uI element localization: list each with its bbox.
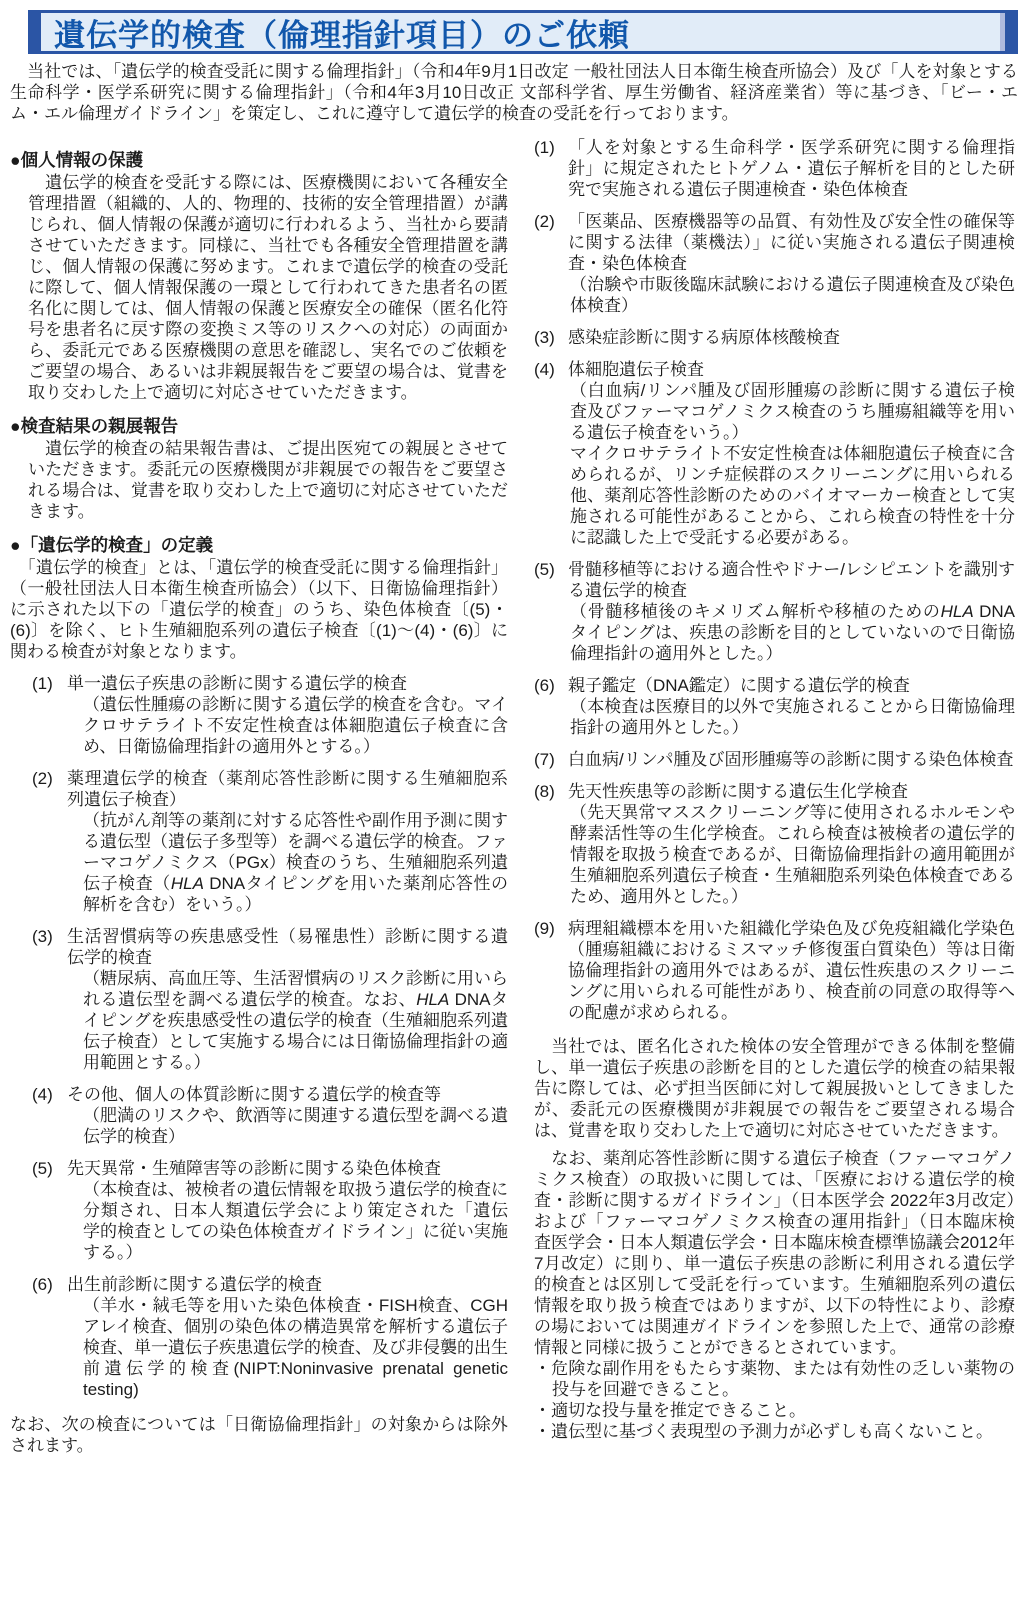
item-title: その他、個人の体質診断に関する遺伝学的検査等 <box>67 1085 441 1104</box>
list-item <box>10 1084 508 1147</box>
list-item <box>10 673 508 757</box>
item-title: 親子鑑定（DNA鑑定）に関する遺伝学的検査 <box>568 676 910 695</box>
list-item <box>534 559 1015 664</box>
item-number: (2) <box>534 212 555 231</box>
list-item <box>534 327 1015 348</box>
section-body-definition: 「遺伝学的検査」とは、「遺伝学的検査受託に関する倫理指針」（一般社団法人日本衛生検査所協会）（以下、日衛協倫理指針）に示された以下の「遺伝学的検査」のうち、染色体検査〔(5)・(6)〕を除く、ヒト生殖細胞系列の遺伝子検査〔(1)～(4)・(6)〕に関わる検査が対象となります。 <box>10 558 508 661</box>
item-number: (4) <box>534 360 555 379</box>
item-title: 病理組織標本を用いた組織化学染色及び免疫組織化学染色（腫瘍組織におけるミスマッチ修復蛋白質染色）等は日衛協倫理指針の適用外ではあるが、遺伝性疾患のスクリーニングに用いられる可能性があり、検査前の同意の取得等への配慮が求められる。 <box>568 919 1015 1022</box>
list-item <box>534 918 1015 1023</box>
exclusion-note: なお、次の検査については「日衛協倫理指針」の対象からは除外されます。 <box>10 1415 508 1455</box>
item-number: (1) <box>32 674 53 693</box>
closing-paragraph-anonymization: 当社では、匿名化された検体の安全管理ができる体制を整備し、単一遺伝子疾患の診断を目的とした遺伝学的検査の結果報告に際しては、必ず担当医師に対して親展扱いとしてきましたが、委託元の医療機関が非親展での報告をご要望される場合は、覚書を取り交わした上で適切に対応させていただきます。 <box>534 1037 1015 1140</box>
item-description: （骨髄移植後のキメリズム解析や移植のためのHLA DNAタイピングは、疾患の診断を目的としていないので日衛協倫理指針の適用外とした。） <box>570 602 1015 663</box>
item-title: 骨髄移植等における適合性やドナー/レシピエントを識別する遺伝学的検査 <box>568 560 1015 600</box>
section-definition <box>10 534 508 662</box>
item-title: 体細胞遺伝子検査 <box>568 360 704 379</box>
title-bar-right-accent <box>1005 10 1018 54</box>
section-body-confidential-report: 遺伝学的検査の結果報告書は、ご提出医宛ての親展とさせていただきます。委託元の医療機関が非親展での報告をご要望される場合は、覚書を取り交わした上で適切に対応させていただきます。 <box>28 439 508 521</box>
item-title: 生活習慣病等の疾患感受性（易罹患性）診断に関する遺伝学的検査 <box>67 927 508 967</box>
intro-paragraph: 当社では、「遺伝学的検査受託に関する倫理指針」（令和4年9月1日改定 一般社団法人日本衛生検査所協会）及び「人を対象とする生命科学・医学系研究に関する倫理指針」（令和4年3月10日改正 文部科学省、厚生労働省、経済産業省）等に基づき、「ビー・エム・エル倫理ガイドライン」を策定し、これに遵守して遺伝学的検査の受託を行っております。 <box>10 62 1018 123</box>
item-description: （先天異常マススクリーニング等に使用されるホルモンや酵素活性等の生化学検査。これら検査は被検者の遺伝学的情報を取扱う検査であるが、日衛協倫理指針の適用範囲が生殖細胞系列遺伝子検査・生殖細胞系列染色体検査であるため、適用外とした。） <box>570 803 1015 906</box>
bullet-avoid-adverse-drugs: ・危険な副作用をもたらす薬物、または有効性の乏しい薬物の投与を回避できること。 <box>534 1359 1015 1399</box>
item-number: (5) <box>534 560 555 579</box>
item-number: (6) <box>534 676 555 695</box>
list-item <box>534 359 1015 548</box>
section-heading-confidential-report: ●検査結果の親展報告 <box>10 416 179 436</box>
section-heading-personal-info: ●個人情報の保護 <box>10 150 144 170</box>
item-number: (4) <box>32 1085 53 1104</box>
item-number: (5) <box>32 1159 53 1178</box>
left-column <box>10 137 508 1456</box>
item-description: （肥満のリスクや、飲酒等に関連する遺伝型を調べる遺伝学的検査） <box>83 1106 508 1146</box>
two-column-layout <box>10 137 1018 1456</box>
item-description: マイクロサテライト不安定性検査は体細胞遺伝子検査に含められるが、リンチ症候群のスクリーニングに用いられる他、薬剤応答性診断のためのバイオマーカー検査として実施される可能性があることから、これら検査の特性を十分に認識した上で受託する必要がある。 <box>570 444 1015 547</box>
list-item <box>534 211 1015 316</box>
section-heading-definition: ●「遺伝学的検査」の定義 <box>10 535 214 555</box>
item-title: 「人を対象とする生命科学・医学系研究に関する倫理指針」に規定されたヒトゲノム・遺伝子解析を目的とした研究で実施される遺伝子関連検査・染色体検査 <box>568 138 1015 199</box>
list-item <box>534 675 1015 738</box>
page-title: 遺伝学的検査（倫理指針項目）のご依頼 <box>54 17 630 53</box>
list-item <box>534 749 1015 770</box>
item-title: 先天異常・生殖障害等の診断に関する染色体検査 <box>67 1159 441 1178</box>
item-number: (1) <box>534 138 555 157</box>
item-title: 単一遺伝子疾患の診断に関する遺伝学的検査 <box>67 674 407 693</box>
item-description: （白血病/リンパ腫及び固形腫瘍の診断に関する遺伝子検査及びファーマコゲノミクス検査のうち腫瘍組織等を用いる遺伝子検査をいう。） <box>570 381 1015 442</box>
title-box <box>41 10 1000 54</box>
item-number: (6) <box>32 1275 53 1294</box>
item-description: （抗がん剤等の薬剤に対する応答性や副作用予測に関する遺伝型（遺伝子多型等）を調べる遺伝学的検査。ファーマコゲノミクス（PGx）検査のうち、生殖細胞系列遺伝子検査（HLA DNAタイピングを用いた薬剤応答性の解析を含む）をいう。） <box>83 811 509 914</box>
closing-paragraph-pgx: なお、薬剤応答性診断に関する遺伝子検査（ファーマコゲノミクス検査）の取扱いに関しては、「医療における遺伝学的検査・診断に関するガイドライン」（日本医学会 2022年3月改定）および「ファーマコゲノミクス検査の運用指針」（日本臨床検査医学会・日本人類遺伝学会・日本臨床検査標準協議会2012年7月改定）に則り、単一遺伝子疾患の診断に利用される遺伝学的検査とは区別して受託を行っています。生殖細胞系列の遺伝情報を取り扱う検査ではありますが、以下の特性により、診療の場においては関連ガイドラインを参照した上で、通常の診療情報と同様に扱うことができるとされています。 <box>534 1149 1015 1357</box>
bullet-estimate-dosage: ・適切な投与量を推定できること。 <box>534 1401 806 1420</box>
item-number: (3) <box>534 328 555 347</box>
item-description: （遺伝性腫瘍の診断に関する遺伝学的検査を含む。マイクロサテライト不安定性検査は体細胞遺伝子検査に含め、日衛協倫理指針の適用外とする。） <box>83 695 508 756</box>
list-item <box>10 1274 508 1400</box>
item-description: （治験や市販後臨床試験における遺伝子関連検査及び染色体検査） <box>570 275 1015 315</box>
section-confidential-report <box>10 415 508 522</box>
list-item <box>10 1158 508 1263</box>
item-description: （糖尿病、高血圧等、生活習慣病のリスク診断に用いられる遺伝型を調べる遺伝学的検査。なお、HLA DNAタイピングを疾患感受性の遺伝学的検査（生殖細胞系列遺伝子検査）として実施する場合には日衛協倫理指針の適用範囲とする。） <box>83 969 509 1072</box>
list-item <box>534 781 1015 907</box>
item-title: 先天性疾患等の診断に関する遺伝生化学検査 <box>568 782 908 801</box>
item-number: (9) <box>534 919 555 938</box>
list-item <box>10 768 508 915</box>
item-number: (3) <box>32 927 53 946</box>
item-number: (7) <box>534 750 555 769</box>
item-description: （本検査は医療目的以外で実施されることから日衛協倫理指針の適用外とした。） <box>570 697 1015 737</box>
title-bar <box>28 10 1018 54</box>
item-description: （本検査は、被検者の遺伝情報を取扱う遺伝学的検査に分類され、日本人類遺伝学会により策定された「遺伝学的検査としての染色体検査ガイドライン」に従い実施する。） <box>83 1180 508 1262</box>
section-body-personal-info: 遺伝学的検査を受託する際には、医療機関において各種安全管理措置（組織的、人的、物理的、技術的安全管理措置）が講じられ、個人情報の保護が適切に行われるよう、当社から要請させていただきます。同様に、当社でも各種安全管理措置を講じ、個人情報の保護に努めます。これまで遺伝学的検査の受託に際して、個人情報保護の一環として行われてきた患者名の匿名化に関しては、個人情報の保護と医療安全の確保（匿名化符号を患者名に戻す際の変換ミス等のリスクへの対応）の両面から、委託元である医療機関の意思を確認し、実名でのご依頼をご要望の場合、あるいは非親展報告をご要望の場合は、覚書を取り交わした上で適切に対応させていただきます。 <box>28 173 508 402</box>
item-title: 薬理遺伝学的検査（薬剤応答性診断に関する生殖細胞系列遺伝子検査） <box>67 769 508 809</box>
item-title: 白血病/リンパ腫及び固形腫瘍等の診断に関する染色体検査 <box>568 750 1014 769</box>
list-item <box>534 137 1015 200</box>
right-column <box>534 137 1015 1456</box>
section-personal-info <box>10 149 508 403</box>
item-title: 出生前診断に関する遺伝学的検査 <box>67 1275 322 1294</box>
item-number: (8) <box>534 782 555 801</box>
list-item <box>10 926 508 1073</box>
title-bar-left-accent <box>28 10 41 54</box>
bullet-genotype-prediction: ・遺伝型に基づく表現型の予測力が必ずしも高くないこと。 <box>534 1422 993 1441</box>
item-title: 感染症診断に関する病原体核酸検査 <box>568 328 840 347</box>
item-description: （羊水・絨毛等を用いた染色体検査・FISH検査、CGHアレイ検査、個別の染色体の構造異常を解析する遺伝子検査、単一遺伝子疾患遺伝学的検査、及び非侵襲的出生前遺伝学的検査(NIPT:Noninvasive prenatal genetic testing) <box>83 1296 508 1399</box>
item-title: 「医薬品、医療機器等の品質、有効性及び安全性の確保等に関する法律（薬機法）」に従い実施される遺伝子関連検査・染色体検査 <box>568 212 1015 273</box>
item-number: (2) <box>32 769 53 788</box>
